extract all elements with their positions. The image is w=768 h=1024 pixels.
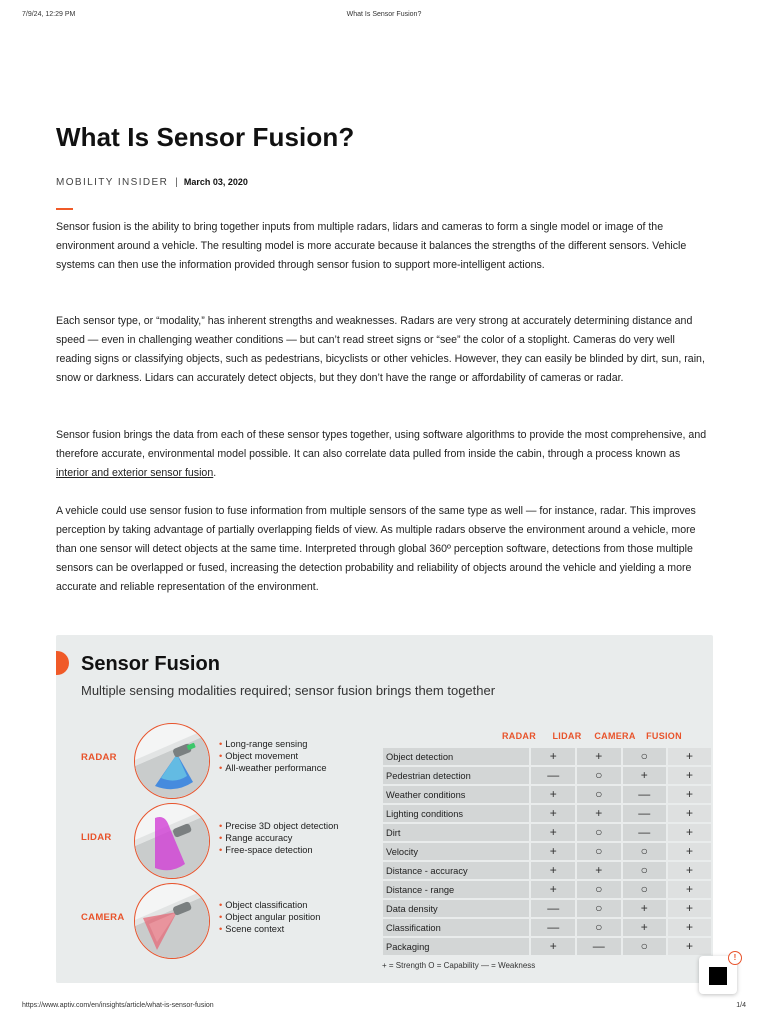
table-cell: +: [530, 937, 576, 956]
radar-bullet-list: [219, 738, 327, 775]
table-cell: ○: [622, 937, 668, 956]
category-link[interactable]: MOBILITY INSIDER: [56, 177, 169, 188]
table-cell: +: [530, 861, 576, 880]
table-row: [382, 785, 712, 804]
table-row: [382, 880, 712, 899]
table-cell: ○: [622, 842, 668, 861]
sensor-label-lidar: LIDAR: [81, 832, 112, 843]
table-cell: +: [667, 861, 712, 880]
bullet-marker: •: [219, 900, 223, 910]
meta-separator: |: [175, 177, 178, 188]
table-cell: ○: [576, 880, 622, 899]
table-cell: +: [576, 804, 622, 823]
table-cell: +: [667, 842, 712, 861]
table-cell: +: [530, 785, 576, 804]
matrix-legend: + = Strength O = Capability — = Weakness: [382, 961, 536, 970]
table-cell: —: [622, 823, 668, 842]
table-row: [382, 747, 712, 766]
row-label: Weather conditions: [382, 785, 530, 804]
row-label: Data density: [382, 899, 530, 918]
table-row: [382, 804, 712, 823]
table-row: [382, 899, 712, 918]
table-cell: ○: [622, 747, 668, 766]
table-cell: +: [622, 766, 668, 785]
table-cell: ○: [576, 842, 622, 861]
list-item: • Precise 3D object detection: [219, 821, 339, 831]
alert-badge-icon: !: [728, 951, 742, 965]
table-cell: +: [667, 899, 712, 918]
paragraph-2: Each sensor type, or “modality,” has inherent strengths and weaknesses. Radars are very strong at accurately determining distance and speed — even in challenging weather conditions — but can’t read street signs or “see” the color of a stoplight. Cameras do very well reading signs or classifying objects, such as pedestrians, bicyclists or other vehicles. However, they can easily be blinded by dirt, sun, rain, snow or darkness. Lidars can accurately detect objects, but they don’t have the range or affordability of cameras or radar.: [56, 315, 705, 384]
lidar-bullet-list: [219, 820, 338, 857]
row-label: Distance - range: [382, 880, 530, 899]
table-cell: —: [530, 899, 576, 918]
column-header-camera: CAMERA: [594, 731, 636, 741]
list-item: • Object angular position: [219, 912, 321, 923]
column-header-lidar: LIDAR: [552, 731, 582, 741]
table-cell: +: [667, 785, 712, 804]
bullet-marker: •: [219, 763, 223, 774]
table-cell: —: [576, 937, 622, 956]
bullet-marker: •: [219, 821, 223, 831]
table-cell: +: [667, 937, 712, 956]
bullet-marker: •: [219, 912, 223, 923]
table-cell: +: [667, 880, 712, 899]
row-label: Object detection: [382, 747, 530, 766]
row-label: Distance - accuracy: [382, 861, 530, 880]
column-header-fusion: FUSION: [646, 731, 682, 741]
list-item: • Range accuracy: [219, 833, 293, 844]
bullet-marker: •: [219, 924, 223, 935]
bullet-marker: •: [219, 739, 223, 749]
row-label: Velocity: [382, 842, 530, 861]
table-cell: +: [530, 880, 576, 899]
table-cell: ○: [576, 899, 622, 918]
table-cell: —: [530, 918, 576, 937]
table-cell: +: [530, 823, 576, 842]
sensor-fusion-figure: [56, 635, 713, 983]
row-label: Packaging: [382, 937, 530, 956]
print-url: https://www.aptiv.com/en/insights/article/what-is-sensor-fusion: [22, 1002, 214, 1009]
list-item: • Scene context: [219, 924, 285, 935]
paragraph-3-text: Sensor fusion brings the data from each of these sensor types together, using software algorithms to provide the most comprehensive, and therefore accurate, environmental model possible. It can also correlate data pulled from inside the cabin, through a process known as: [56, 429, 707, 460]
table-cell: +: [667, 823, 712, 842]
floating-widget-button[interactable]: [699, 953, 737, 994]
table-cell: +: [530, 804, 576, 823]
table-row: [382, 766, 712, 785]
publish-date: March 03, 2020: [183, 177, 248, 187]
table-cell: ○: [576, 785, 622, 804]
figure-title: Sensor Fusion: [81, 653, 220, 675]
table-cell: +: [667, 766, 712, 785]
sensor-label-camera: CAMERA: [81, 912, 125, 923]
table-cell: ○: [576, 823, 622, 842]
column-header-radar: RADAR: [502, 731, 536, 741]
sensor-label-radar: RADAR: [81, 752, 117, 763]
table-cell: —: [622, 785, 668, 804]
list-item: • Object classification: [219, 900, 308, 910]
list-item: • Long-range sensing: [219, 739, 308, 749]
list-item: • Object movement: [219, 751, 299, 762]
matrix-body: [382, 747, 712, 956]
camera-illustration: [134, 883, 210, 959]
table-cell: —: [530, 766, 576, 785]
camera-bullet-list: [219, 899, 320, 936]
row-label: Classification: [382, 918, 530, 937]
bullet-marker: •: [219, 751, 223, 762]
print-datetime: 7/9/24, 12:29 PM: [22, 11, 76, 18]
row-label: Pedestrian detection: [382, 766, 530, 785]
page-title: What Is Sensor Fusion?: [56, 122, 355, 152]
print-page-number: 1/4: [736, 1002, 746, 1009]
figure-accent-marker: [56, 651, 69, 675]
list-item: • All-weather performance: [219, 763, 327, 774]
table-row: [382, 823, 712, 842]
bullet-marker: •: [219, 833, 223, 844]
figure-subtitle: Multiple sensing modalities required; sensor fusion brings them together: [81, 683, 496, 698]
table-cell: +: [667, 804, 712, 823]
table-cell: +: [667, 918, 712, 937]
table-cell: +: [667, 747, 712, 766]
table-row: [382, 918, 712, 937]
table-row: [382, 861, 712, 880]
paragraph-3-end: .: [213, 467, 217, 479]
paragraph-1: Sensor fusion is the ability to bring together inputs from multiple radars, lidars and cameras to form a single model or image of the environment around a vehicle. The resulting model is more accurate because it balances the strengths of the different sensors. Vehicle systems can then use the information provided through sensor fusion to support more-intelligent actions.: [56, 221, 687, 271]
table-cell: +: [622, 918, 668, 937]
list-item: • Free-space detection: [219, 845, 313, 856]
table-cell: ○: [576, 766, 622, 785]
article-meta: [56, 177, 248, 188]
table-cell: +: [622, 899, 668, 918]
paragraph-4: A vehicle could use sensor fusion to fuse information from multiple sensors of the same type as well — for instance, radar. This improves perception by taking advantage of partially overlapping fields of view. As multiple radars observe the environment around a vehicle, more than one sensor will detect objects at the same time. Interpreted through global 360º perception software, detections from those multiple sensors can be overlapped or fused, increasing the detection probability and reliability of objects around the vehicle and yielding a more accurate and reliable representation of the environment.: [56, 505, 696, 593]
radar-illustration: [134, 723, 210, 799]
sensor-capability-matrix: [381, 746, 713, 957]
table-cell: +: [530, 747, 576, 766]
stop-square-icon: [709, 967, 727, 985]
lidar-illustration: [134, 803, 210, 879]
table-row: [382, 842, 712, 861]
interior-exterior-sensor-fusion-link[interactable]: interior and exterior sensor fusion: [56, 467, 214, 479]
table-cell: +: [576, 747, 622, 766]
bullet-marker: •: [219, 845, 223, 856]
table-cell: +: [576, 861, 622, 880]
row-label: Dirt: [382, 823, 530, 842]
table-cell: ○: [622, 861, 668, 880]
print-page-title: What Is Sensor Fusion?: [346, 11, 422, 18]
table-row: [382, 937, 712, 956]
row-label: Lighting conditions: [382, 804, 530, 823]
paragraph-3: [56, 426, 712, 483]
accent-rule: [56, 208, 73, 210]
table-cell: —: [622, 804, 668, 823]
table-cell: +: [530, 842, 576, 861]
table-cell: ○: [576, 918, 622, 937]
table-cell: ○: [622, 880, 668, 899]
